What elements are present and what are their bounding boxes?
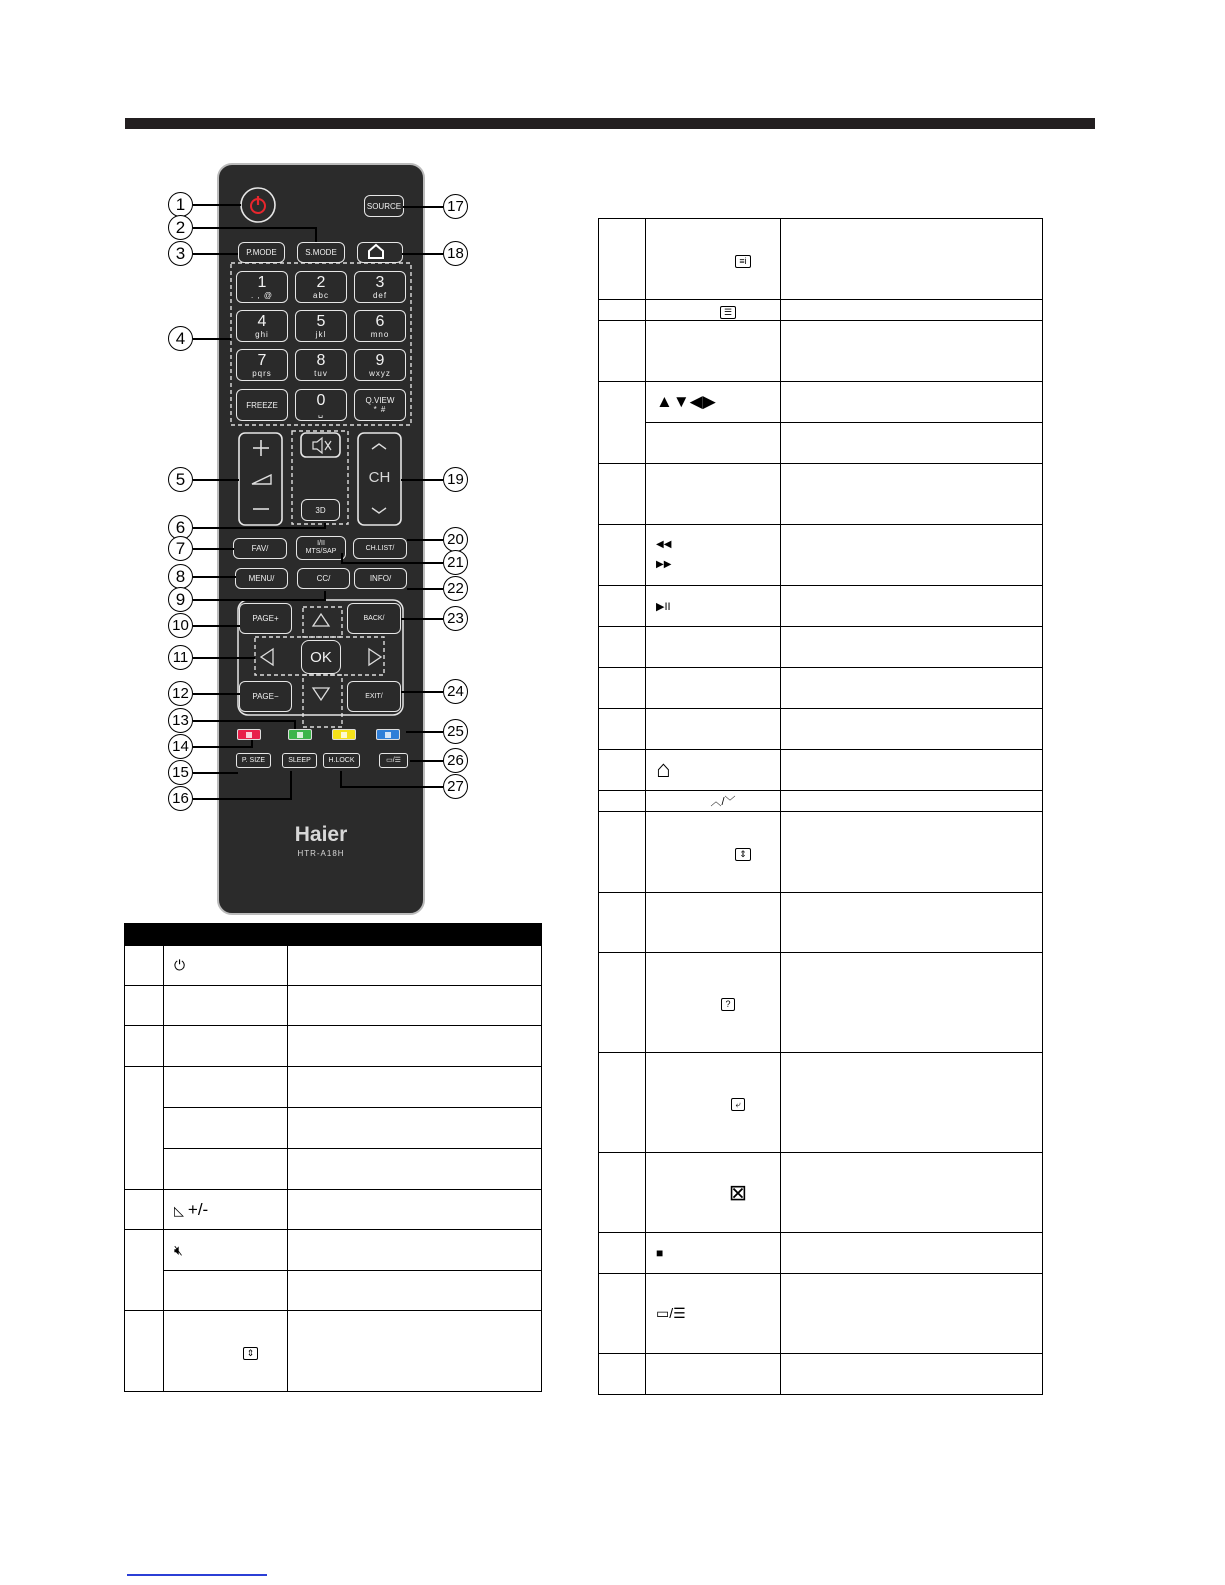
subtitle-index-button[interactable] (379, 753, 408, 768)
3d-button[interactable]: 3D (301, 499, 340, 521)
power-icon: ⏻ (164, 946, 288, 986)
stop-icon: ■ (646, 1233, 781, 1274)
arrows-icon: ▲▼◀▶ (646, 382, 781, 423)
callout-1: 1 (168, 192, 193, 217)
digit-letters: . , @ (250, 290, 273, 300)
q-view-sub: * # (373, 404, 387, 414)
digit-letters: tuv (314, 368, 328, 378)
table-row (599, 464, 1043, 525)
fav-icon: ⇕ (243, 1347, 259, 1360)
callout-20: 20 (443, 527, 468, 552)
callout-3: 3 (168, 241, 193, 266)
table-row (599, 300, 1043, 321)
digit-letters: pqrs (252, 368, 272, 378)
digit-label: 1 (257, 273, 267, 291)
digit-3-button[interactable] (354, 271, 406, 303)
info-icon: ? (721, 998, 734, 1011)
callout-27: 27 (443, 774, 468, 799)
digit-1-button[interactable] (236, 271, 288, 303)
table-header-row (125, 924, 542, 946)
table-row (599, 1053, 1043, 1153)
digit-5-button[interactable] (295, 310, 347, 342)
callout-6: 6 (168, 515, 193, 540)
digit-label: 2 (316, 273, 326, 291)
table-row (599, 1274, 1043, 1354)
table-row (599, 586, 1043, 627)
table-row (599, 321, 1043, 382)
table-row (599, 1354, 1043, 1395)
ok-button[interactable]: OK (301, 640, 341, 674)
callout-8: 8 (168, 564, 193, 589)
channel-label: CH (368, 469, 391, 486)
callout-11: 11 (168, 645, 193, 670)
digit-letters: jkl (315, 329, 327, 339)
exit-icon: ⊠ (646, 1153, 781, 1233)
table-row (599, 1233, 1043, 1274)
callout-13: 13 (168, 708, 193, 733)
digit-0-button[interactable] (295, 389, 347, 421)
back-button[interactable]: BACK/ (347, 603, 401, 634)
digit-label: 0 (316, 391, 326, 409)
ch-list-icon: ≡i (735, 255, 750, 268)
callout-18: 18 (443, 241, 468, 266)
table-row (125, 1108, 542, 1149)
volume-label: +/- (187, 1199, 209, 1219)
freeze-button[interactable]: FREEZE (236, 389, 288, 421)
table-row (599, 1153, 1043, 1233)
volume-icon: ◺ (174, 1202, 184, 1218)
left-function-table (124, 923, 542, 1392)
green-button[interactable] (288, 729, 312, 740)
page-down-button[interactable]: PAGE− (239, 681, 292, 712)
stop-icon (385, 732, 391, 738)
table-row (599, 812, 1043, 893)
play-pause-icon: ▶II (646, 586, 781, 627)
back-icon: ⤶ (731, 1098, 744, 1111)
table-row (125, 1149, 542, 1190)
home-button[interactable] (357, 242, 403, 263)
digit-label: 4 (257, 312, 267, 330)
table-row (599, 423, 1043, 464)
blue-button[interactable] (376, 729, 400, 740)
digit-4-button[interactable] (236, 310, 288, 342)
info-button[interactable]: INFO/ (354, 568, 407, 589)
table-row (125, 1311, 542, 1392)
q-view-label: Q.VIEW (365, 395, 395, 405)
table-row (599, 525, 1043, 586)
digit-label: 7 (257, 351, 267, 369)
callout-14: 14 (168, 734, 193, 759)
callout-26: 26 (443, 748, 468, 773)
menu-icon: ☰ (720, 306, 736, 319)
right-function-table (598, 218, 1043, 1395)
callout-21: 21 (443, 550, 468, 575)
callout-23: 23 (443, 606, 468, 631)
table-row (599, 750, 1043, 791)
page-up-button[interactable]: PAGE+ (239, 603, 292, 634)
ch-list-button[interactable]: CH.LIST/ (353, 538, 407, 559)
callout-12: 12 (168, 681, 193, 706)
digit-letters: ghi (255, 329, 269, 339)
source-button[interactable]: SOURCE (364, 195, 404, 217)
header-rule (125, 118, 1095, 129)
table-row (125, 1190, 542, 1230)
cc-icon: ⇕ (735, 848, 751, 861)
callout-15: 15 (168, 760, 193, 785)
yellow-button[interactable] (332, 729, 356, 740)
callout-4: 4 (168, 326, 193, 351)
exit-button[interactable]: EXIT/ (347, 681, 401, 712)
callout-17: 17 (443, 194, 468, 219)
table-row (125, 1026, 542, 1067)
table-row (599, 668, 1043, 709)
footer-link-underline[interactable] (127, 1574, 267, 1576)
callout-22: 22 (443, 576, 468, 601)
red-button[interactable] (237, 729, 261, 740)
q-view-button[interactable] (354, 389, 406, 421)
digit-8-button[interactable] (295, 349, 347, 381)
volume-cell (164, 1190, 288, 1230)
callout-25: 25 (443, 719, 468, 744)
digit-label: 9 (375, 351, 385, 369)
s-mode-button[interactable]: S.MODE (297, 242, 345, 263)
digit-letters: wxyz (369, 368, 391, 378)
sleep-button[interactable]: SLEEP (282, 753, 317, 768)
table-row (125, 946, 542, 986)
menu-button[interactable]: MENU/ (235, 568, 288, 589)
cc-button[interactable]: CC/ (297, 568, 350, 589)
play-pause-icon (246, 732, 252, 738)
digit-letters: def (372, 290, 388, 300)
p-mode-button[interactable]: P.MODE (238, 242, 285, 263)
mts-bottom-label: MTS/SAP (305, 548, 337, 555)
callout-24: 24 (443, 679, 468, 704)
table-row (599, 953, 1043, 1053)
table-row (599, 709, 1043, 750)
h-lock-button[interactable]: H.LOCK (323, 753, 360, 768)
digit-label: 3 (375, 273, 385, 291)
fav-button[interactable]: FAV/ (233, 538, 287, 559)
digit-label: 6 (375, 312, 385, 330)
mts-sap-button[interactable] (296, 536, 346, 560)
table-row (599, 219, 1043, 300)
callout-9: 9 (168, 587, 193, 612)
digit-9-button[interactable] (354, 349, 406, 381)
forward-icon: ▶▶ (656, 559, 672, 570)
digit-letters: ␣ (317, 408, 325, 418)
p-size-button[interactable]: P. SIZE (236, 753, 271, 768)
rewind-icon (297, 732, 303, 738)
channel-up-down-icon: ︿/﹀ (646, 791, 781, 812)
home-icon: ⌂ (646, 750, 781, 791)
callout-19: 19 (443, 467, 468, 492)
mute-icon: 🔇︎ (164, 1230, 288, 1271)
callout-2: 2 (168, 215, 193, 240)
callout-10: 10 (168, 613, 193, 638)
mts-top-label: I/II (317, 540, 325, 548)
callout-5: 5 (168, 467, 193, 492)
table-row (599, 382, 1043, 423)
brand-logo: Haier (294, 823, 348, 846)
remote-control-illustration (217, 163, 425, 915)
digit-letters: abc (313, 290, 329, 300)
digit-7-button[interactable] (236, 349, 288, 381)
table-row (125, 1271, 542, 1311)
digit-6-button[interactable] (354, 310, 406, 342)
digit-label: 8 (316, 351, 326, 369)
rewind-icon: ◀◀ (656, 539, 672, 550)
table-row (125, 1067, 542, 1108)
callout-16: 16 (168, 786, 193, 811)
digit-label: 5 (316, 312, 326, 330)
callout-7: 7 (168, 536, 193, 561)
table-row (599, 893, 1043, 953)
subtitle-index-icon: ▭/☰ (386, 756, 401, 764)
digit-letters: mno (370, 329, 390, 339)
subtitle-index-icon: ▭/☰ (646, 1274, 781, 1354)
table-row (125, 1230, 542, 1271)
model-number: HTR-A18H (297, 849, 345, 858)
forward-icon (341, 732, 347, 738)
table-row (125, 986, 542, 1026)
digit-2-button[interactable] (295, 271, 347, 303)
table-row (599, 791, 1043, 812)
table-row (599, 627, 1043, 668)
